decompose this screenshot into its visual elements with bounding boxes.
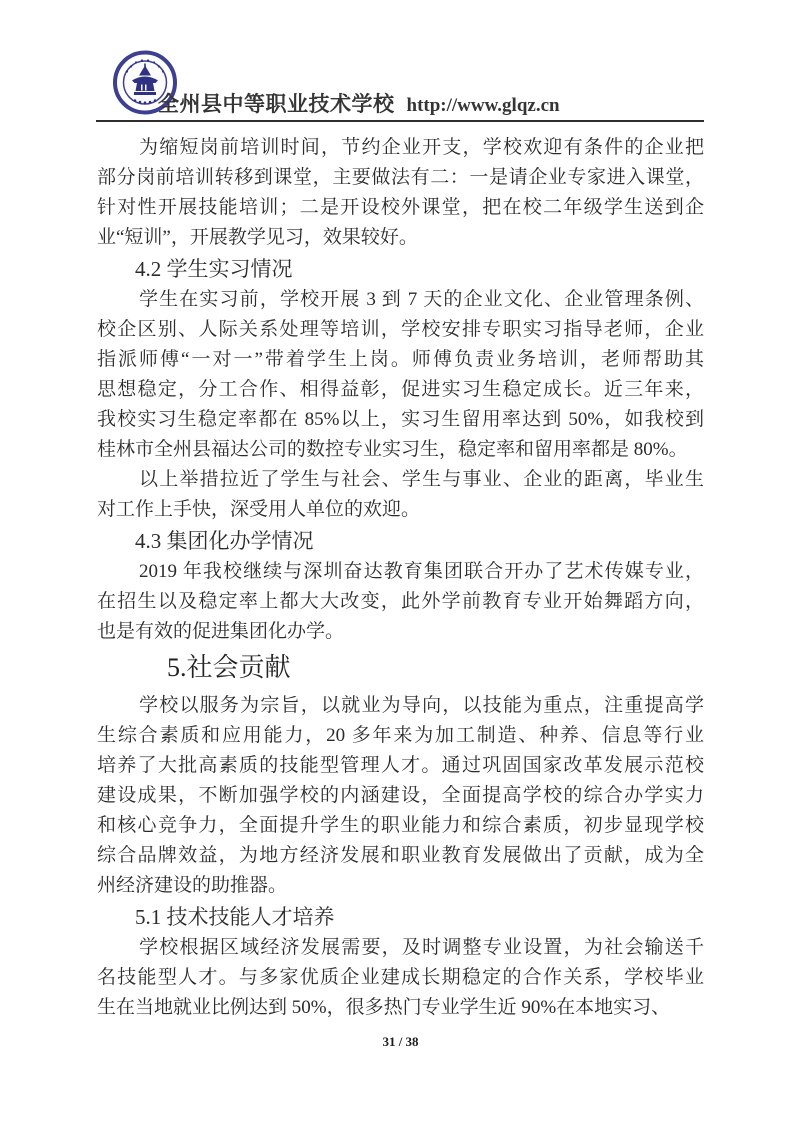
text-line: 生在当地就业比例达到 50%，很多热门专业学生近 90%在本地实习、 — [97, 997, 671, 1018]
text-line: 指派师傅“一对一”带着学生上岗。师傅负责业务培训，老师帮助其 — [97, 349, 704, 370]
text-line: 建设成果，不断加强学校的内涵建设，全面提高学校的综合办学实力 — [97, 785, 704, 806]
text-line: 在招生以及稳定率上都大大改变，此外学前教育专业开始舞蹈方向， — [97, 591, 704, 612]
text-line: 对工作上手快，深受用人单位的欢迎。 — [97, 499, 421, 520]
text-line: 也是有效的促进集团化办学。 — [97, 621, 345, 642]
text-line: 2019 年我校继续与深圳奋达教育集团联合开办了艺术传媒专业， — [139, 561, 704, 582]
text-line: 以上举措拉近了学生与社会、学生与事业、企业的距离，毕业生 — [139, 469, 704, 490]
text-line: 部分岗前培训转移到课堂，主要做法有二：一是请企业专家进入课堂， — [97, 167, 704, 188]
text-line: 为缩短岗前培训时间，节约企业开支，学校欢迎有条件的企业把 — [139, 137, 704, 158]
text-line: 业“短训”，开展教学见习，效果较好。 — [97, 227, 418, 248]
text-line: 培养了大批高素质的技能型管理人才。通过巩固国家改革发展示范校 — [97, 755, 704, 776]
header-divider — [96, 120, 704, 122]
text-line: 州经济建设的助推器。 — [97, 875, 288, 896]
text-line: 和核心竞争力，全面提升学生的职业能力和综合素质，初步显现学校 — [97, 815, 704, 836]
text-line: 名技能型人才。与多家优质企业建成长期稳定的合作关系，学校毕业 — [97, 967, 704, 988]
text-line: 生综合素质和应用能力，20 多年来为加工制造、种养、信息等行业 — [97, 725, 704, 746]
document-body — [97, 133, 704, 1023]
text-line: 学校根据区域经济发展需要，及时调整专业设置，为社会输送千 — [139, 937, 704, 958]
page-number: 31 / 38 — [382, 1034, 419, 1049]
text-line: 学生在实习前，学校开展 3 到 7 天的企业文化、企业管理条例、 — [139, 289, 704, 310]
text-line: 针对性开展技能培训；二是开设校外课堂，把在校二年级学生送到企 — [97, 197, 704, 218]
text-line: 校企区别、人际关系处理等培训，学校安排专职实习指导老师，企业 — [97, 319, 704, 340]
text-line: 学校以服务为宗旨，以就业为导向，以技能为重点，注重提高学 — [139, 695, 704, 716]
section-heading: 5.1 技术技能人才培养 — [135, 905, 335, 929]
section-heading: 4.3 集团化办学情况 — [135, 529, 314, 553]
section-heading: 4.2 学生实习情况 — [135, 257, 293, 281]
header — [158, 88, 560, 118]
text-line: 综合品牌效益，为地方经济发展和职业教育发展做出了贡献，成为全 — [97, 845, 704, 866]
school-name: 全州县中等职业技术学校 — [158, 93, 395, 116]
chapter-heading: 5.社会贡献 — [167, 653, 291, 682]
text-line: 思想稳定，分工合作、相得益彰，促进实习生稳定成长。近三年来， — [97, 379, 704, 400]
text-line: 桂林市全州县福达公司的数控专业实习生，稳定率和留用率都是 80%。 — [97, 439, 688, 460]
school-website-url: http://www.glqz.cn — [406, 95, 560, 116]
text-line: 我校实习生稳定率都在 85%以上，实习生留用率达到 50%，如我校到 — [97, 409, 704, 430]
